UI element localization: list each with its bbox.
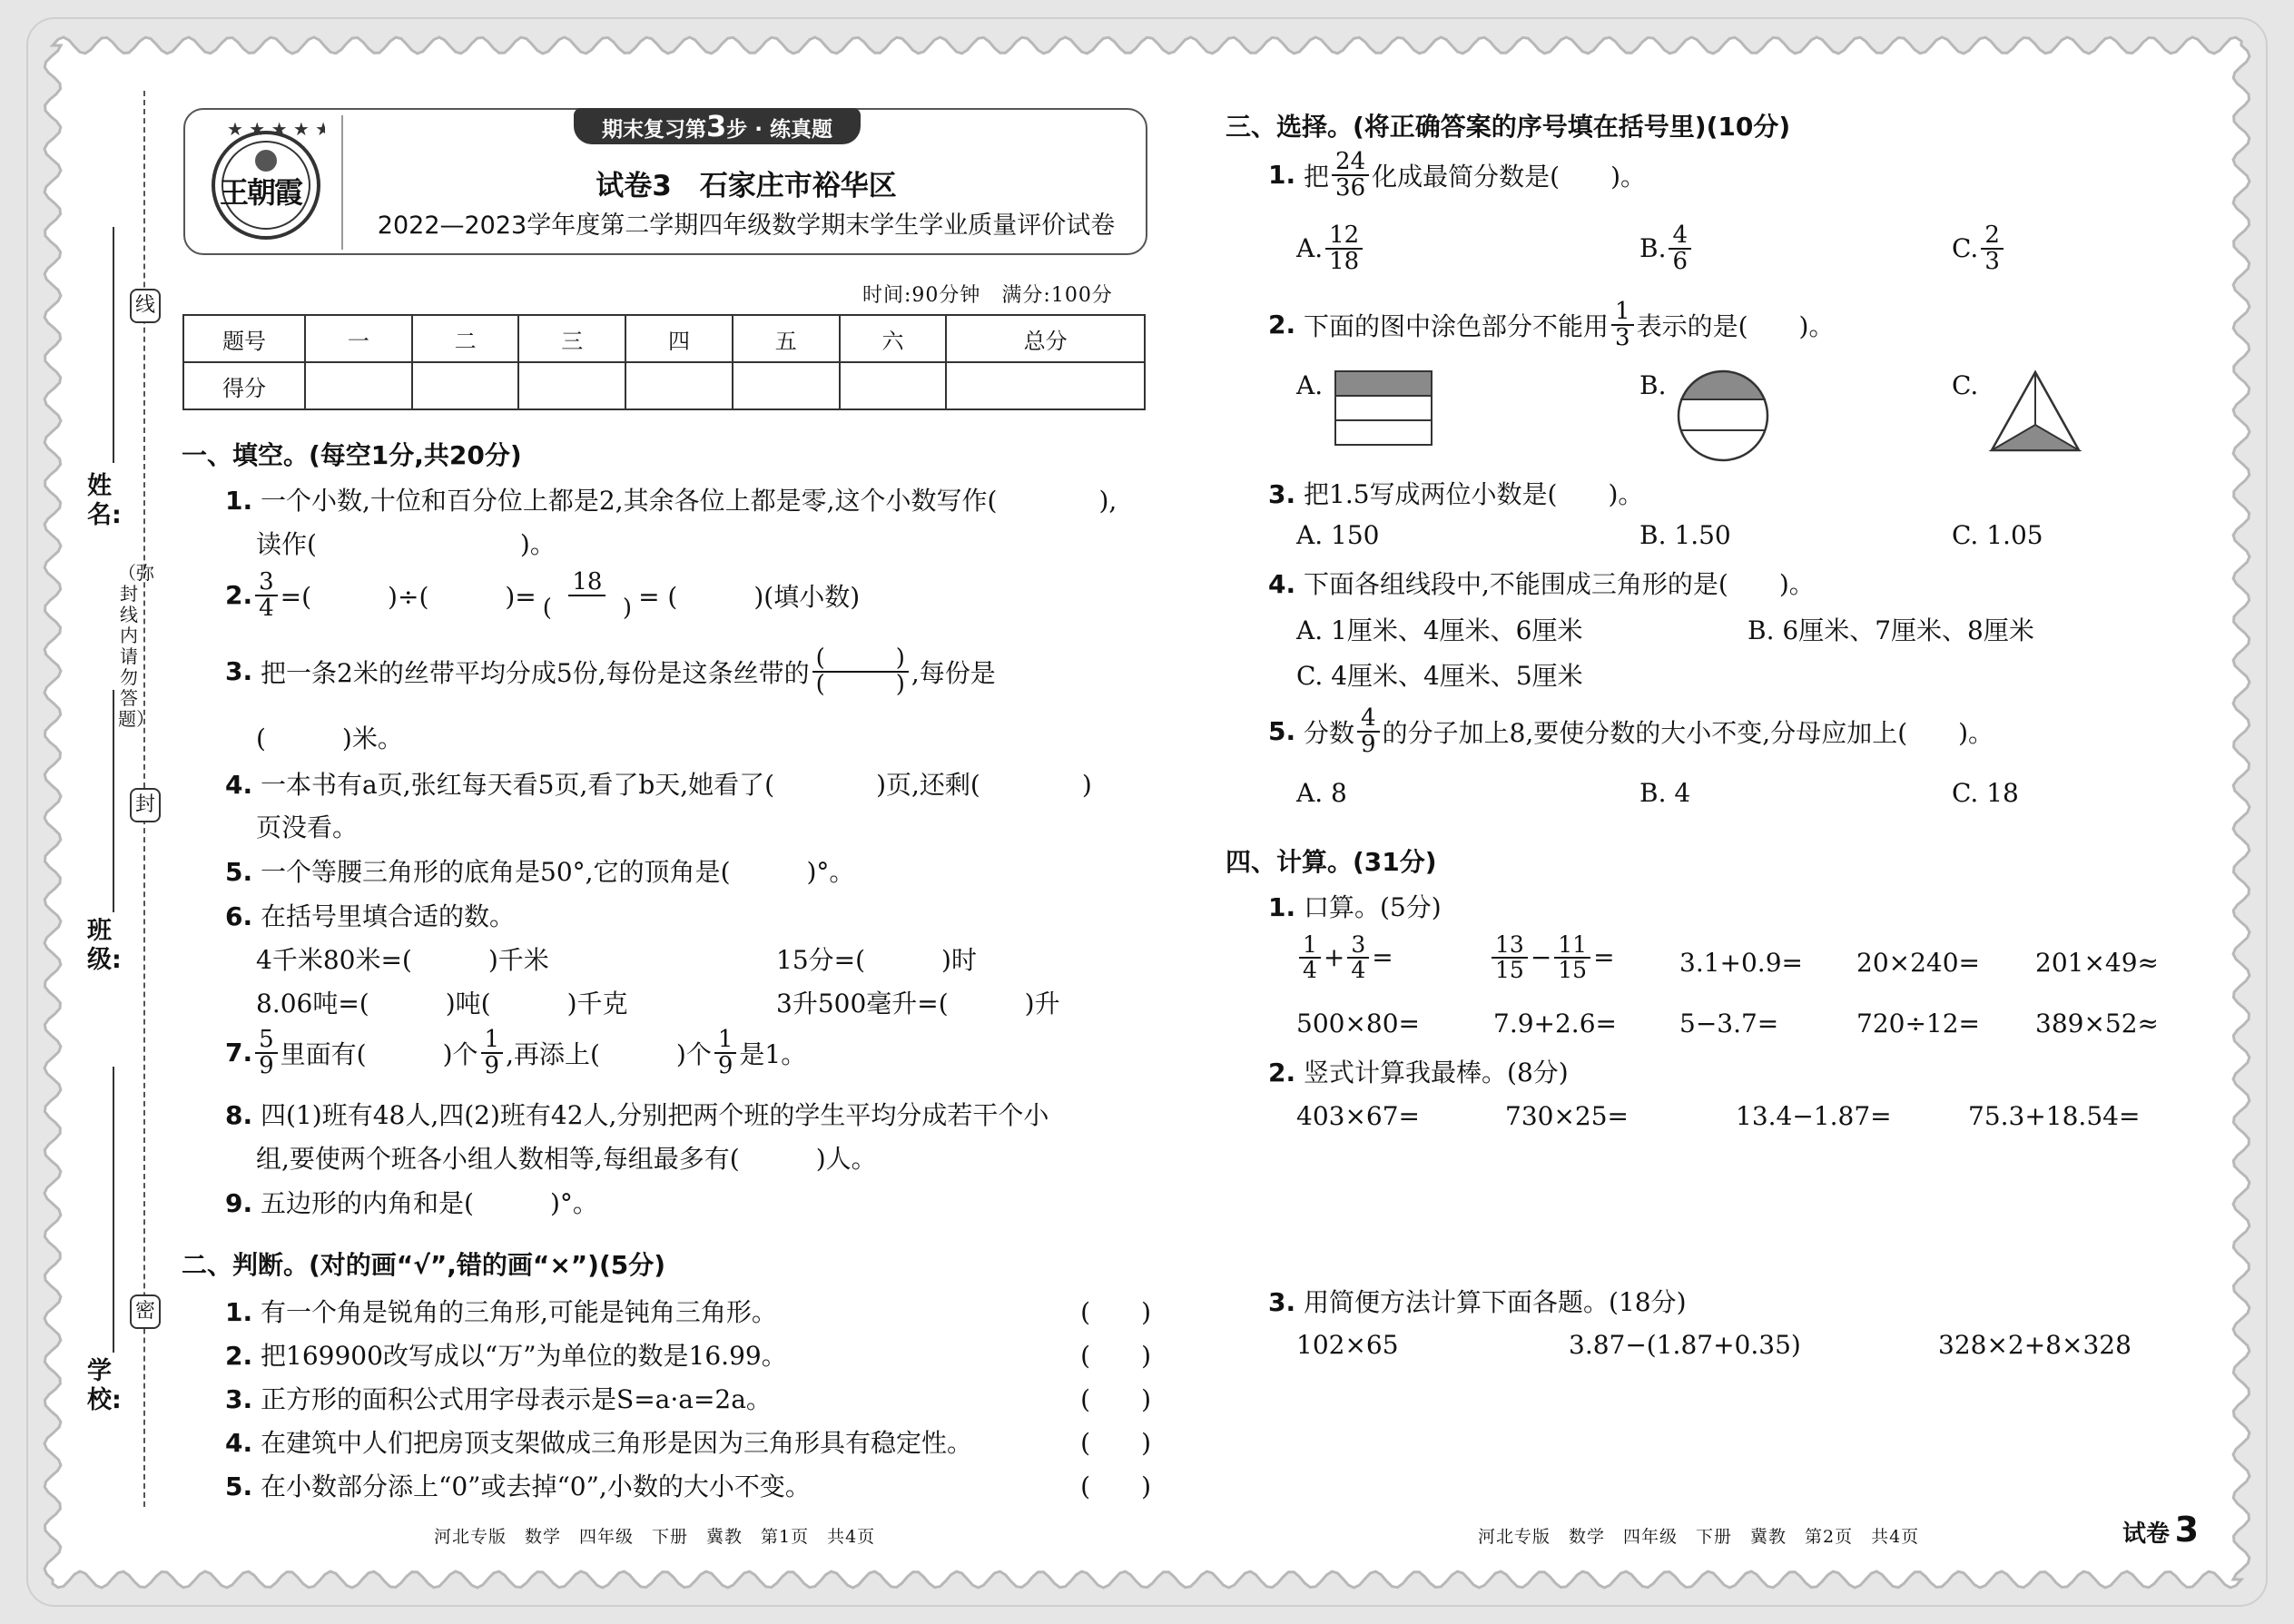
fraction-numerator: 12 <box>1325 223 1363 250</box>
q7-part1: 里面有( )个 <box>280 1038 478 1069</box>
judge-item-text: 在建筑中人们把房顶支架做成三角形是因为三角形具有稳定性。 <box>261 1428 973 1458</box>
question-number: 1. <box>225 1297 253 1327</box>
fraction <box>1325 223 1363 273</box>
fraction-denominator: 9 <box>717 1051 733 1079</box>
choice-option[interactable] <box>1952 370 1978 400</box>
exam-title: 试卷3 石家庄市裕华区 <box>596 170 897 202</box>
question-number: 3. <box>1268 1287 1296 1317</box>
judge-item <box>225 1423 1151 1460</box>
logo-text: 王朝霞 <box>220 175 302 210</box>
question-number: 5. <box>225 1471 253 1501</box>
question-number: 9. <box>225 1188 253 1218</box>
choice-question-4 <box>1268 565 1815 601</box>
score-table-score-row <box>183 362 1145 409</box>
judge-item-text: 正方形的面积公式用字母表示是S=a·a=2a。 <box>261 1384 772 1414</box>
fraction <box>1981 223 2004 273</box>
judge-answer-blank[interactable]: ( ) <box>1080 1428 1151 1458</box>
svg-text:★ ★ ★ ★ ★: ★ ★ ★ ★ ★ <box>227 118 325 140</box>
q5-text: 一个等腰三角形的底角是50°,它的顶角是( )°。 <box>261 857 855 887</box>
step-badge-pre: 期末复习第 <box>601 118 706 142</box>
score-input-cell[interactable] <box>518 362 625 409</box>
score-header-cell: 一 <box>305 315 412 362</box>
exam-subtitle: 2022—2023学年度第二学期四年级数学期末学生学业质量评价试卷 <box>377 212 1116 240</box>
question-number: 2. <box>225 580 253 611</box>
q6-text: 在括号里填合适的数。 <box>261 901 516 931</box>
binding-mark-xian: 线 <box>130 289 161 323</box>
fraction-numerator: 5 <box>255 1028 278 1054</box>
simplify-calc-item[interactable]: 3.87−(1.87+0.35) <box>1569 1330 1801 1360</box>
score-table-header-row <box>183 315 1145 362</box>
question-1-1 <box>225 481 1117 517</box>
score-header-cell: 题号 <box>183 315 305 362</box>
fraction-numerator: 11 <box>1554 933 1590 959</box>
choice-option[interactable]: A. 8 <box>1296 778 1347 808</box>
fraction-denominator: 6 <box>1672 247 1689 275</box>
question-number: 1. <box>1268 892 1296 922</box>
question-number: 7. <box>225 1038 253 1068</box>
question-1-3 <box>225 646 996 696</box>
choice-q4-text: 下面各组线段中,不能围成三角形的是( )。 <box>1304 569 1815 599</box>
mental-calc-item[interactable]: 20×240= <box>1856 948 1980 978</box>
fraction <box>1611 300 1634 349</box>
calc-q3-title: 用简便方法计算下面各题。(18分) <box>1304 1287 1687 1317</box>
section-choice-title: 三、选择。(将正确答案的序号填在括号里)(10分) <box>1226 112 1791 142</box>
question-1-7 <box>225 1028 806 1078</box>
section-calc-title: 四、计算。(31分) <box>1226 847 1437 877</box>
q9-text: 五边形的内角和是( )°。 <box>261 1188 598 1218</box>
score-input-cell[interactable] <box>412 362 519 409</box>
question-number: 5. <box>1268 716 1296 747</box>
mental-calc-item[interactable]: 5−3.7= <box>1679 1009 1779 1038</box>
school-field-line[interactable] <box>113 1067 114 1353</box>
choice-q1-post: 化成最简分数是( )。 <box>1372 161 1646 192</box>
footer-left: 河北专版 数学 四年级 下册 冀教 第1页 共4页 <box>434 1527 876 1547</box>
choice-option[interactable]: B. 4 <box>1639 778 1691 808</box>
option-label: A. <box>1296 233 1324 264</box>
fraction-numerator: 1 <box>714 1028 737 1054</box>
score-header-cell: 三 <box>518 315 625 362</box>
option-label: C. <box>1952 370 1979 400</box>
score-header-cell: 四 <box>625 315 733 362</box>
judge-item <box>225 1336 1151 1373</box>
equals: = <box>1372 942 1393 972</box>
school-label: 学校: <box>87 1357 122 1414</box>
question-number: 3. <box>1268 479 1296 509</box>
fraction-numerator: 1 <box>481 1028 504 1054</box>
exam-tag <box>2122 1510 2199 1550</box>
score-table <box>182 314 1146 410</box>
choice-option[interactable] <box>1296 223 1365 273</box>
fraction <box>1299 933 1321 981</box>
step-badge <box>574 108 861 144</box>
question-number: 4. <box>1268 569 1296 599</box>
mental-calc-item[interactable] <box>1296 933 1393 981</box>
q3-part1: 把一条2米的丝带平均分成5份,每份是这条丝带的 <box>261 657 810 688</box>
question-1-9 <box>225 1184 598 1220</box>
step-badge-num: 3 <box>705 109 727 143</box>
q2-mid: =( )÷( )= <box>280 581 537 612</box>
equals: = <box>1593 942 1615 972</box>
option-label: B. <box>1639 233 1667 264</box>
fraction-denominator: 3 <box>1984 247 2000 275</box>
exam-header <box>183 108 1147 255</box>
judge-item <box>225 1380 1151 1416</box>
fraction-denominator: 3 <box>1615 323 1630 351</box>
binding-mark-mi: 密 <box>130 1294 161 1329</box>
fraction-denominator: 4 <box>1303 956 1317 983</box>
footer-right: 河北专版 数学 四年级 下册 冀教 第2页 共4页 <box>1478 1527 1920 1547</box>
question-number: 1. <box>225 486 253 516</box>
choice-option[interactable] <box>1639 223 1694 273</box>
choice-option[interactable] <box>1952 223 2006 273</box>
simplify-calc-item[interactable]: 102×65 <box>1296 1330 1399 1360</box>
binding-mark-feng: 封 <box>130 788 161 822</box>
question-number: 8. <box>225 1100 253 1130</box>
choice-option[interactable]: C. 1.05 <box>1952 520 2043 550</box>
name-field-line[interactable] <box>113 227 114 463</box>
question-number: 6. <box>225 901 253 931</box>
score-header-cell: 二 <box>412 315 519 362</box>
question-number: 4. <box>225 1428 253 1458</box>
section-fill-in-title: 一、填空。(每空1分,共20分) <box>182 440 522 470</box>
fraction-denominator: 4 <box>259 594 274 622</box>
judge-item <box>225 1293 1151 1329</box>
score-input-cell[interactable] <box>946 362 1145 409</box>
publisher-logo <box>207 117 325 244</box>
q7-part3: 是1。 <box>739 1038 807 1069</box>
operator: − <box>1530 942 1552 972</box>
choice-q2-post: 表示的是( )。 <box>1636 310 1835 341</box>
mental-calc-item[interactable]: 720÷12= <box>1856 1009 1980 1038</box>
mental-calc-item[interactable]: 500×80= <box>1296 1009 1420 1038</box>
class-label: 班级: <box>87 917 122 974</box>
mental-calc-item[interactable]: 201×49≈ <box>2035 948 2159 978</box>
choice-option[interactable]: A. 1厘米、4厘米、6厘米 <box>1296 615 1583 645</box>
q8-line1: 四(1)班有48人,四(2)班有42人,分别把两个班的学生平均分成若干个小 <box>261 1100 1049 1130</box>
score-input-cell[interactable] <box>305 362 412 409</box>
q6-c: 8.06吨=( )吨( )千克 <box>256 989 628 1019</box>
vertical-calc-item[interactable]: 730×25= <box>1505 1101 1629 1131</box>
fraction <box>1669 223 1691 273</box>
q7-part2: ,再添上( )个 <box>506 1038 712 1069</box>
class-field-line[interactable] <box>113 690 114 912</box>
choice-question-3 <box>1268 475 1643 511</box>
question-1-5 <box>225 852 854 889</box>
choice-question-1 <box>1268 150 1646 200</box>
choice-option[interactable]: C. 18 <box>1952 778 2019 808</box>
question-number: 5. <box>225 857 253 887</box>
choice-option[interactable]: B. 6厘米、7厘米、8厘米 <box>1748 615 2034 645</box>
choice-option[interactable]: B. 1.50 <box>1639 520 1731 550</box>
choice-q3-text: 把1.5写成两位小数是( )。 <box>1304 479 1644 509</box>
fraction-numerator: 4 <box>1669 223 1691 250</box>
fraction <box>1554 933 1590 981</box>
striped-rectangle-figure-icon <box>1334 370 1434 447</box>
step-badge-post: 步 · 练真题 <box>726 118 833 142</box>
fraction-denominator: 9 <box>1361 730 1376 758</box>
option-label: B. <box>1639 370 1667 400</box>
mental-calc-item[interactable]: 3.1+0.9= <box>1679 948 1803 978</box>
q3-part2: ,每份是 <box>911 657 996 688</box>
q2-end: = ( )(填小数) <box>638 581 861 612</box>
choice-question-5 <box>1268 706 1994 756</box>
fraction-numerator: 13 <box>1492 933 1528 959</box>
fraction <box>539 570 635 620</box>
header-divider <box>341 115 343 250</box>
question-number: 2. <box>1268 310 1296 340</box>
triangle-figure-icon <box>1988 369 2082 454</box>
choice-question-2 <box>1268 300 1834 349</box>
q4-line2: 页没看。 <box>256 812 359 842</box>
choice-q1-pre: 把 <box>1304 161 1330 192</box>
judge-item <box>225 1467 1151 1503</box>
judge-answer-blank[interactable]: ( ) <box>1080 1471 1151 1501</box>
exam-tag-label: 试卷 <box>2122 1521 2171 1548</box>
fraction-denominator: 9 <box>484 1051 500 1079</box>
judge-item-text: 把169900改写成以“万”为单位的数是16.99。 <box>261 1341 787 1371</box>
fraction <box>1332 150 1369 200</box>
fraction-numerator: 3 <box>1347 933 1369 959</box>
q1-line2: 读作( )。 <box>256 529 556 559</box>
question-1-8 <box>225 1096 1049 1132</box>
q1-line1: 一个小数,十位和百分位上都是2,其余各位上都是零,这个小数写作( ), <box>261 486 1117 516</box>
fraction <box>255 1028 278 1078</box>
mental-calc-item[interactable]: 389×52≈ <box>2035 1009 2159 1038</box>
exam-tag-number: 3 <box>2174 1510 2200 1550</box>
choice-q2-pre: 下面的图中涂色部分不能用 <box>1304 310 1610 341</box>
striped-circle-figure-icon <box>1676 369 1770 463</box>
fraction-denominator: 15 <box>1495 956 1524 983</box>
operator: + <box>1323 942 1345 972</box>
binding-notice: （弥封线内请勿答题） <box>118 562 154 730</box>
fraction-numerator: 1 <box>1611 300 1634 326</box>
fraction-numerator: 4 <box>1357 706 1380 733</box>
choice-option[interactable]: C. 4厘米、4厘米、5厘米 <box>1296 661 1583 691</box>
q6-a: 4千米80米=( )千米 <box>256 945 549 975</box>
question-number: 3. <box>225 656 253 687</box>
question-1-4 <box>225 765 1092 802</box>
option-label: C. <box>1952 233 1979 264</box>
fraction <box>1347 933 1369 981</box>
fraction-numerator: 2 <box>1981 223 2004 250</box>
fraction-numerator: 18 <box>568 570 605 596</box>
choice-q5-pre: 分数 <box>1304 717 1355 748</box>
question-number: 4. <box>225 770 253 800</box>
score-header-cell: 总分 <box>946 315 1145 362</box>
fraction-denominator: 15 <box>1558 956 1588 983</box>
fraction-denominator: 9 <box>259 1051 274 1079</box>
simplify-calc-item[interactable]: 328×2+8×328 <box>1938 1330 2132 1360</box>
vertical-calc-item[interactable]: 403×67= <box>1296 1101 1420 1131</box>
score-input-cell[interactable] <box>733 362 840 409</box>
fraction-denominator: 4 <box>1351 956 1366 983</box>
fraction <box>255 570 278 620</box>
calc-q1-title: 口算。(5分) <box>1304 892 1442 922</box>
calc-question-3 <box>1268 1283 1687 1319</box>
judge-answer-blank[interactable]: ( ) <box>1080 1297 1151 1327</box>
q3-line2: ( )米。 <box>256 723 403 753</box>
fraction-denominator-blank[interactable]: ( ) <box>542 594 633 622</box>
question-1-6 <box>225 897 515 933</box>
question-number: 2. <box>225 1341 253 1371</box>
fraction-numerator: 1 <box>1299 933 1321 959</box>
judge-item-text: 有一个角是锐角的三角形,可能是钝角三角形。 <box>261 1297 777 1327</box>
fraction <box>1492 933 1528 981</box>
calc-question-1 <box>1268 888 1442 924</box>
fraction-numerator-blank[interactable]: ( ) <box>812 646 909 673</box>
fraction <box>1357 706 1380 756</box>
score-header-cell: 五 <box>733 315 840 362</box>
score-input-cell[interactable] <box>840 362 947 409</box>
calc-question-2 <box>1268 1053 1569 1089</box>
time-info: 时间:90分钟 满分:100分 <box>862 284 1113 307</box>
q4-line1: 一本书有a页,张红每天看5页,看了b天,她看了( )页,还剩( ) <box>261 770 1092 800</box>
mental-calc-item[interactable]: 7.9+2.6= <box>1493 1009 1617 1038</box>
q6-b: 15分=( )时 <box>776 945 977 975</box>
fraction-numerator: 3 <box>255 570 278 596</box>
score-input-cell[interactable] <box>625 362 733 409</box>
fraction-numerator: 24 <box>1332 150 1369 176</box>
question-number: 3. <box>225 1384 253 1414</box>
question-number: 2. <box>1268 1058 1296 1088</box>
name-label: 姓名: <box>87 472 122 529</box>
judge-item-text: 在小数部分添上“0”或去掉“0”,小数的大小不变。 <box>261 1471 811 1501</box>
vertical-calc-item[interactable]: 75.3+18.54= <box>1968 1101 2141 1131</box>
fraction <box>714 1028 737 1078</box>
q8-line2: 组,要使两个班各小组人数相等,每组最多有( )人。 <box>256 1144 877 1174</box>
mental-calc-item[interactable] <box>1489 933 1615 981</box>
q6-d: 3升500毫升=( )升 <box>776 989 1060 1019</box>
option-label: A. <box>1296 370 1324 400</box>
judge-answer-blank[interactable]: ( ) <box>1080 1341 1151 1371</box>
choice-option[interactable] <box>1296 370 1323 400</box>
fraction-denominator-blank[interactable]: ( ) <box>815 670 905 698</box>
choice-q5-post: 的分子加上8,要使分数的大小不变,分母应加上( )。 <box>1382 717 1994 748</box>
vertical-calc-item[interactable]: 13.4−1.87= <box>1736 1101 1892 1131</box>
score-row-label: 得分 <box>183 362 305 409</box>
fraction-denominator: 18 <box>1329 247 1360 275</box>
section-true-false-title: 二、判断。(对的画“√”,错的画“×”)(5分) <box>182 1250 666 1280</box>
fraction-denominator: 36 <box>1335 173 1366 202</box>
choice-option[interactable]: A. 150 <box>1296 520 1380 550</box>
question-number: 1. <box>1268 160 1296 191</box>
score-header-cell: 六 <box>840 315 947 362</box>
fraction <box>481 1028 504 1078</box>
fraction-blank[interactable] <box>812 646 909 696</box>
calc-q2-title: 竖式计算我最棒。(8分) <box>1304 1058 1569 1088</box>
choice-option[interactable] <box>1639 370 1666 400</box>
question-1-2 <box>225 570 860 620</box>
judge-answer-blank[interactable]: ( ) <box>1080 1384 1151 1414</box>
